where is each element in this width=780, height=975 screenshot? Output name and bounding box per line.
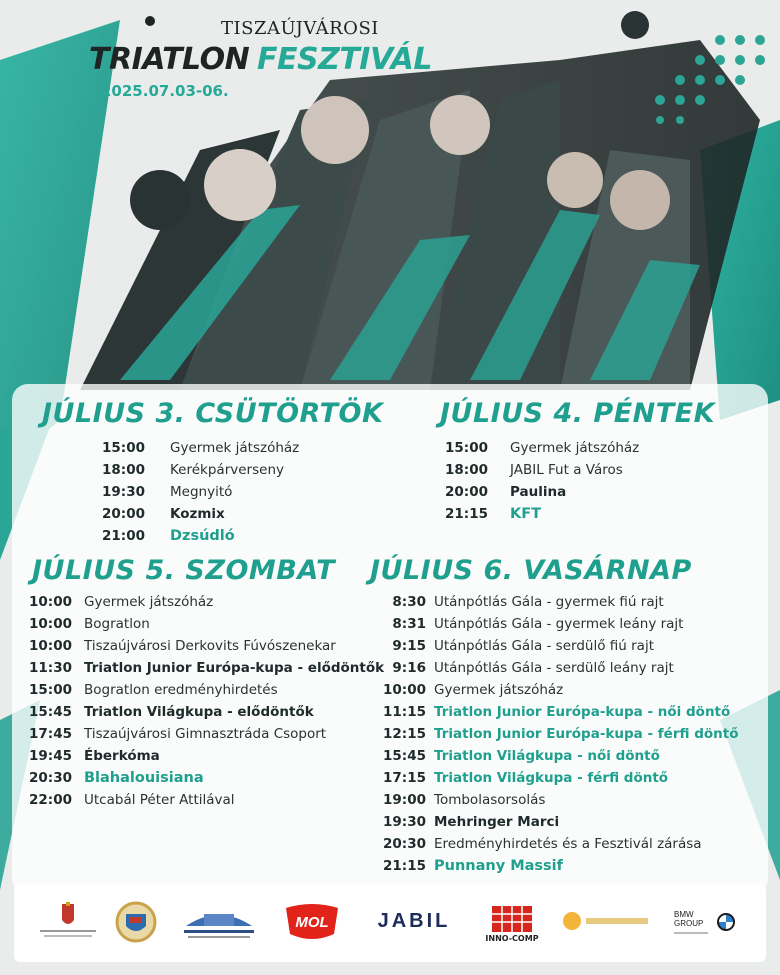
schedule-row (370, 660, 765, 682)
schedule-row (20, 726, 380, 748)
event-time: 15:00 (29, 682, 72, 698)
day-4-title: JÚLIUS 6. VASÁRNAP (370, 555, 692, 586)
event-name: Utánpótlás Gála - gyermek leány rajt (434, 616, 684, 632)
jabil-logo-icon (364, 906, 464, 936)
event-time: 15:45 (29, 704, 72, 720)
event-time: 20:30 (383, 836, 426, 852)
event-time: 20:30 (29, 770, 72, 786)
schedule-row (20, 660, 385, 682)
city-crest-icon (114, 898, 158, 946)
government-crest-icon (28, 900, 108, 946)
schedule-row (20, 770, 380, 792)
event-time: 10:00 (29, 594, 72, 610)
schedule-row (80, 528, 380, 550)
event-name: Megnyitó (170, 484, 233, 500)
day-3-events (20, 594, 385, 814)
event-name: Gyermek játszóház (510, 440, 640, 456)
sponsor-mol-label: MOL (295, 914, 329, 931)
event-name: Eredményhirdetés és a Fesztivál zárása (434, 836, 702, 852)
event-name: Bogratlon (84, 616, 150, 632)
bmw-logo-icon (674, 900, 754, 944)
header-title-part2: FESZTIVÁL (257, 42, 432, 77)
event-time: 19:45 (29, 748, 72, 764)
schedule-row (20, 682, 380, 704)
event-time: 22:00 (29, 792, 72, 808)
schedule-row (370, 814, 765, 836)
schedule-row (370, 638, 765, 660)
header-title-part1: TRIATLON (89, 42, 250, 77)
event-name: Gyermek játszóház (84, 594, 214, 610)
event-time: 19:00 (383, 792, 426, 808)
sponsor-innocomp-label: INNO-COMP (485, 933, 539, 943)
event-time: 17:45 (29, 726, 72, 742)
event-name: KFT (510, 506, 542, 522)
event-name: JABIL Fut a Város (510, 462, 623, 478)
schedule-row (80, 484, 380, 506)
day-3-title: JÚLIUS 5. SZOMBAT (32, 555, 336, 586)
day-1-title: JÚLIUS 3. CSÜTÖRTÖK (42, 398, 384, 429)
schedule-row (20, 638, 380, 660)
schedule-row (370, 616, 765, 638)
event-time: 8:31 (392, 616, 426, 632)
schedule-row (420, 506, 750, 528)
event-name: Triatlon Junior Európa-kupa - férfi döntő (434, 726, 739, 742)
schedule-row (370, 594, 765, 616)
event-time: 9:15 (392, 638, 426, 654)
schedule-row (420, 440, 750, 462)
event-time: 11:15 (383, 704, 426, 720)
event-name: Utánpótlás Gála - serdülő fiú rajt (434, 638, 654, 654)
event-name: Tiszaújvárosi Gimnasztráda Csoport (84, 726, 327, 742)
schedule-row (80, 462, 380, 484)
schedule-row (420, 484, 750, 506)
event-time: 17:15 (383, 770, 426, 786)
event-time: 10:00 (29, 616, 72, 632)
schedule-row (80, 440, 380, 462)
wasser-logo-icon (560, 904, 656, 938)
schedule-row (370, 748, 765, 770)
event-name: Gyermek játszóház (170, 440, 300, 456)
day-1-events (80, 440, 380, 550)
schedule-row (370, 726, 765, 748)
event-name: Blahalouisiana (84, 770, 204, 786)
innocomp-logo-icon (480, 896, 544, 950)
event-time: 15:00 (445, 440, 488, 456)
schedule-row (370, 836, 765, 858)
schedule-row (20, 792, 380, 814)
event-name: Triatlon Világkupa - férfi döntő (434, 770, 669, 786)
day-2-events (420, 440, 750, 528)
schedule-row (20, 704, 380, 726)
event-time: 9:16 (392, 660, 426, 676)
schedule-row (370, 792, 765, 814)
event-name: Kerékpárverseny (170, 462, 284, 478)
event-time: 19:30 (102, 484, 145, 500)
event-time: 18:00 (445, 462, 488, 478)
event-name: Éberkóma (84, 748, 160, 764)
schedule-row (20, 594, 380, 616)
event-name: Gyermek játszóház (434, 682, 564, 698)
sponsors-bar (14, 884, 766, 962)
event-time: 10:00 (29, 638, 72, 654)
event-time: 18:00 (102, 462, 145, 478)
event-name: Utánpótlás Gála - serdülő leány rajt (434, 660, 674, 676)
schedule-row (370, 682, 765, 704)
mol-logo-icon (282, 900, 342, 944)
schedule-row (20, 748, 380, 770)
schedule-row (370, 770, 765, 792)
event-name: Triatlon Világkupa - női döntő (434, 748, 660, 764)
event-time: 15:45 (383, 748, 426, 764)
event-name: Tombolasorsolás (434, 792, 546, 808)
day-4-events (370, 594, 765, 880)
event-time: 15:00 (102, 440, 145, 456)
event-time: 12:15 (383, 726, 426, 742)
schedule-row (370, 858, 765, 880)
event-name: Mehringer Marci (434, 814, 560, 830)
schedule-row (370, 704, 765, 726)
event-time: 10:00 (383, 682, 426, 698)
event-name: Punnany Massif (434, 858, 563, 874)
event-name: Utcabál Péter Attilával (84, 792, 235, 808)
event-time: 21:15 (445, 506, 488, 522)
event-name: Kozmix (170, 506, 225, 522)
header-date: 2025.07.03-06. (101, 82, 229, 100)
event-time: 21:00 (102, 528, 145, 544)
event-time: 19:30 (383, 814, 426, 830)
day-2-title: JÚLIUS 4. PÉNTEK (440, 398, 716, 429)
event-time: 20:00 (102, 506, 145, 522)
event-time: 21:15 (383, 858, 426, 874)
schedule-row (420, 462, 750, 484)
event-name: Utánpótlás Gála - gyermek fiú rajt (434, 594, 664, 610)
schedule-row (80, 506, 380, 528)
event-name: Tiszaújvárosi Derkovits Fúvószenekar (84, 638, 336, 654)
sponsor-bmw-label: BMW GROUP (674, 910, 704, 928)
event-time: 8:30 (392, 594, 426, 610)
event-name: Dzsúdló (170, 528, 235, 544)
event-name: Triatlon Junior Európa-kupa - női döntő (434, 704, 731, 720)
event-name: Triatlon Világkupa - elődöntők (84, 704, 314, 720)
header-subtitle: TISZAÚJVÁROSI (221, 18, 379, 39)
city-logo-icon (176, 900, 262, 944)
event-name: Paulina (510, 484, 567, 500)
sponsor-jabil-label: JABIL (377, 909, 451, 932)
event-time: 20:00 (445, 484, 488, 500)
schedule-row (20, 616, 380, 638)
event-name: Bogratlon eredményhirdetés (84, 682, 278, 698)
event-name: Triatlon Junior Európa-kupa - elődöntők (84, 660, 385, 676)
event-time: 11:30 (29, 660, 72, 676)
header-dot (145, 16, 155, 26)
